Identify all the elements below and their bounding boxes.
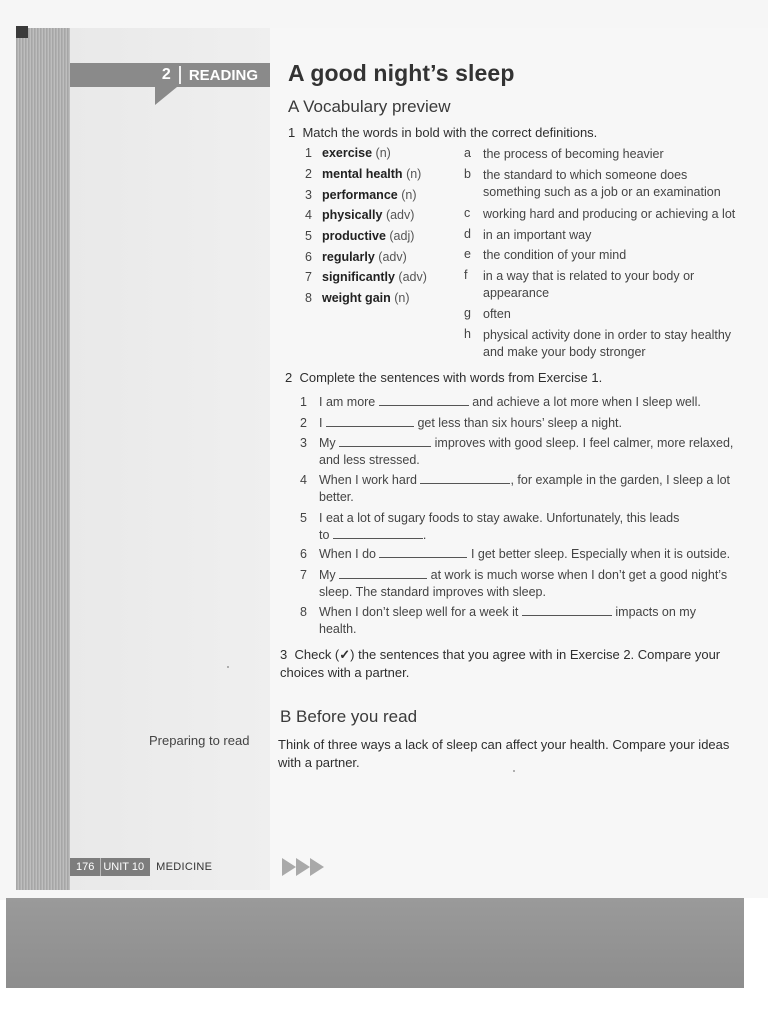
- reading-banner: [70, 63, 270, 87]
- section-b-text: Think of three ways a lack of sleep can affect your health. Compare your ideas with a partner.: [278, 737, 730, 770]
- scan-speck: [227, 666, 229, 668]
- unit-label: UNIT 10: [100, 858, 150, 876]
- banner-number: 2: [161, 66, 171, 83]
- chevron-right-icon: [296, 858, 310, 876]
- banner-tail: [155, 87, 177, 105]
- scanner-shadow: [6, 898, 746, 988]
- vocab-word: 2 mental health (n): [305, 167, 422, 181]
- vocab-word: 4 physically (adv): [305, 208, 415, 222]
- exercise-2-number: 2: [285, 370, 293, 385]
- answer-blank[interactable]: [379, 546, 467, 558]
- topic-label: MEDICINE: [156, 861, 213, 873]
- section-b-heading: B Before you read: [280, 707, 418, 726]
- page-corner: [16, 26, 28, 38]
- answer-blank[interactable]: [522, 604, 612, 616]
- answer-blank[interactable]: [379, 394, 469, 406]
- vocab-word: 1 exercise (n): [305, 146, 391, 160]
- page-title: A good night’s sleep: [288, 60, 515, 86]
- exercise-1-number: 1: [288, 125, 296, 140]
- exercise-1-instruction: [288, 125, 597, 140]
- vocab-word: 7 significantly (adv): [305, 270, 427, 284]
- exercise-2-instruction: [285, 370, 602, 385]
- section-a-heading: A Vocabulary preview: [288, 97, 451, 116]
- page-stack-edge: [16, 28, 70, 890]
- scan-speck: [513, 770, 515, 772]
- page-footer: [70, 858, 212, 876]
- scanned-page: 2 READING A good night’s sleep A Vocabulary preview 1 Match the words in bold with the correct definitions. 1 exercise (n) 2 mental health (n) 3 performance (n) 4 physically (adv) 5 productive (adj) 6 regularly (adv) 7 significantly (adv) 8 weight gain (n) a the process of becoming heavier b the standard to which someone does something such as a job or an examination c working hard and producing or achieving a lot d in an important way e the condition of your mind f in a way that is related to your body or appearance g often h physical activity done in order to stay healthy and make your body stronger 2 Complete the sentences with words from Exercise 1. 1 I am more and achieve a lot more when I sleep well. 2 I get less than six hours’ sleep a night. 3 My improves with good sleep. I feel calmer, more relaxed, and less stressed. 4 When I work hard , for example in the garden, I sleep a lot better. 5 I eat a lot of sugary foods to stay awake. Unfortunately, this leads to . 6 When I do I get better sleep. Especially when it is outside. 7 My at work is much worse when I don’t get a good night’s sleep. The standard improves with sleep. 8 When I don’t sleep well for a week it impacts on my health. 3 Check (✓) the sentences that you agree with in Exercise 2. Compare your choices with a partner. B Before you read Preparing to read Think of three ways a lack of sleep can affect your health. Compare your ideas with a partner. 176 UNIT 10 MEDICINE: [0, 0, 768, 1024]
- right-edge: [744, 898, 768, 988]
- exercise-1-text: Match the words in bold with the correct definitions.: [302, 125, 598, 140]
- answer-blank[interactable]: [339, 435, 431, 447]
- exercise-3-number: 3: [280, 647, 288, 662]
- vocab-word: 5 productive (adj): [305, 229, 415, 243]
- answer-blank[interactable]: [326, 415, 414, 427]
- answer-blank[interactable]: [420, 472, 510, 484]
- preparing-to-read-label: Preparing to read: [149, 733, 250, 748]
- answer-blank[interactable]: [333, 527, 423, 539]
- left-margin-column: [70, 28, 270, 890]
- chevron-right-icon: [282, 858, 296, 876]
- banner-divider: [179, 66, 181, 84]
- chevron-right-icon: [310, 858, 324, 876]
- exercise-3-instruction: 3 Check (✓) the sentences that you agree with in Exercise 2. Compare your choices with a partner.: [280, 647, 721, 680]
- answer-blank[interactable]: [339, 567, 427, 579]
- banner-label: READING: [188, 66, 258, 84]
- exercise-2-text: Complete the sentences with words from Exercise 1.: [299, 370, 603, 385]
- checkmark-icon: ✓: [339, 647, 351, 662]
- vocab-word: 3 performance (n): [305, 188, 417, 202]
- page-number: 176: [70, 858, 100, 876]
- vocab-word: 8 weight gain (n): [305, 291, 410, 305]
- vocab-word: 6 regularly (adv): [305, 250, 407, 264]
